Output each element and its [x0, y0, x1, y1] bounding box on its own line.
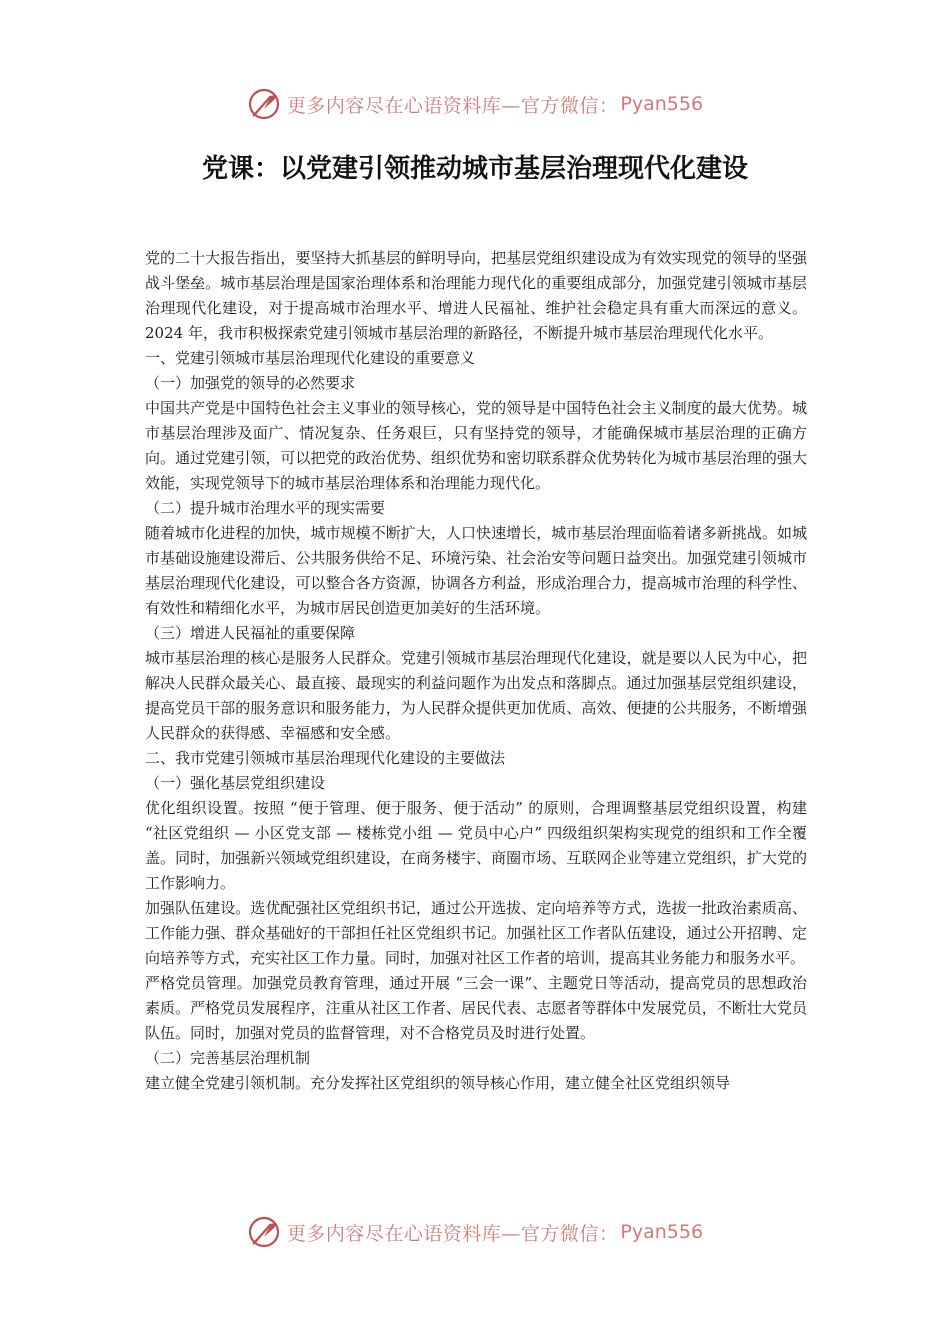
body-paragraph: 中国共产党是中国特色社会主义事业的领导核心，党的领导是中国特色社会主义制度的最大优势。城市基层治理涉及面广、情况复杂、任务艰巨，只有坚持党的领导，才能确保城市基层治理的正确方向。通过党建引领，可以把党的政治优势、组织优势和密切联系群众优势转化为城市基层治理的强大效能，实现党领导下的城市基层治理体系和治理能力现代化。 [145, 399, 807, 492]
body-paragraph: 建立健全党建引领机制。充分发挥社区党组织的领导核心作用，建立健全社区党组织领导 [145, 1074, 731, 1092]
subsection-heading-1-3: （三）增进人民福祉的重要保障 [145, 624, 356, 642]
document-body [145, 246, 807, 1096]
body-paragraph: 严格党员管理。加强党员教育管理，通过开展 “三会一课”、主题党日等活动，提高党员的思想政治素质。严格党员发展程序，注重从社区工作者、居民代表、志愿者等群体中发展党员，不断壮大党员队伍。同时，加强对党员的监督管理，对不合格党员及时进行处置。 [145, 974, 807, 1042]
body-paragraph: 城市基层治理的核心是服务人民群众。党建引领城市基层治理现代化建设，就是要以人民为中心，把解决人民群众最关心、最直接、最现实的利益问题作为出发点和落脚点。通过加强基层党组织建设，提高党员干部的服务意识和服务能力，为人民群众提供更加优质、高效、便捷的公共服务，不断增强人民群众的获得感、幸福感和安全感。 [145, 649, 807, 742]
quill-logo-icon [247, 87, 281, 121]
body-paragraph: 加强队伍建设。选优配强社区党组织书记，通过公开选拔、定向培养等方式，选拔一批政治素质高、工作能力强、群众基础好的干部担任社区党组织书记。加强社区工作者队伍建设，通过公开招聘、定向培养等方式，充实社区工作力量。同时，加强对社区工作者的培训，提高其业务能力和服务水平。 [145, 899, 807, 967]
watermark-text: 更多内容尽在心语资料库—官方微信： [286, 94, 619, 117]
watermark-wechat-id: Pyan556 [620, 1221, 704, 1243]
body-paragraph: 优化组织设置。按照 “便于管理、便于服务、便于活动” 的原则，合理调整基层党组织设置，构建 “社区党组织 — 小区党支部 — 楼栋党小组 — 党员中心户” 四级组织架构实现党的组织和工作全覆盖。同时，加强新兴领域党组织建设，在商务楼宇、商圈市场、互联网企业等建立党组织，扩大党的工作影响力。 [145, 799, 807, 892]
watermark-text: 更多内容尽在心语资料库—官方微信： [286, 1222, 619, 1245]
intro-paragraph: 党的二十大报告指出，要坚持大抓基层的鲜明导向，把基层党组织建设成为有效实现党的领导的坚强战斗堡垒。城市基层治理是国家治理体系和治理能力现代化的重要组成部分，加强党建引领城市基层治理现代化建设，对于提高城市治理水平、增进人民福祉、维护社会稳定具有重大而深远的意义。2024 年，我市积极探索党建引领城市基层治理的新路径，不断提升城市基层治理现代化水平。 [145, 249, 807, 342]
watermark-wechat-id: Pyan556 [620, 93, 704, 115]
watermark-banner-top [0, 84, 950, 124]
section-heading-2: 二、我市党建引领城市基层治理现代化建设的主要做法 [145, 749, 506, 767]
subsection-heading-2-1: （一）强化基层党组织建设 [145, 774, 326, 792]
watermark-banner-bottom [0, 1212, 950, 1252]
body-paragraph: 随着城市化进程的加快，城市规模不断扩大，人口快速增长，城市基层治理面临着诸多新挑战。如城市基础设施建设滞后、公共服务供给不足、环境污染、社会治安等问题日益突出。加强党建引领城市基层治理现代化建设，可以整合各方资源，协调各方利益，形成治理合力，提高城市治理的科学性、有效性和精细化水平，为城市居民创造更加美好的生活环境。 [145, 524, 807, 617]
subsection-heading-2-2: （二）完善基层治理机制 [145, 1049, 311, 1067]
subsection-heading-1-1: （一）加强党的领导的必然要求 [145, 374, 356, 392]
page-title: 党课：以党建引领推动城市基层治理现代化建设 [201, 154, 748, 184]
quill-logo-icon [247, 1215, 281, 1249]
subsection-heading-1-2: （二）提升城市治理水平的现实需要 [145, 499, 386, 517]
section-heading-1: 一、党建引领城市基层治理现代化建设的重要意义 [145, 349, 476, 367]
